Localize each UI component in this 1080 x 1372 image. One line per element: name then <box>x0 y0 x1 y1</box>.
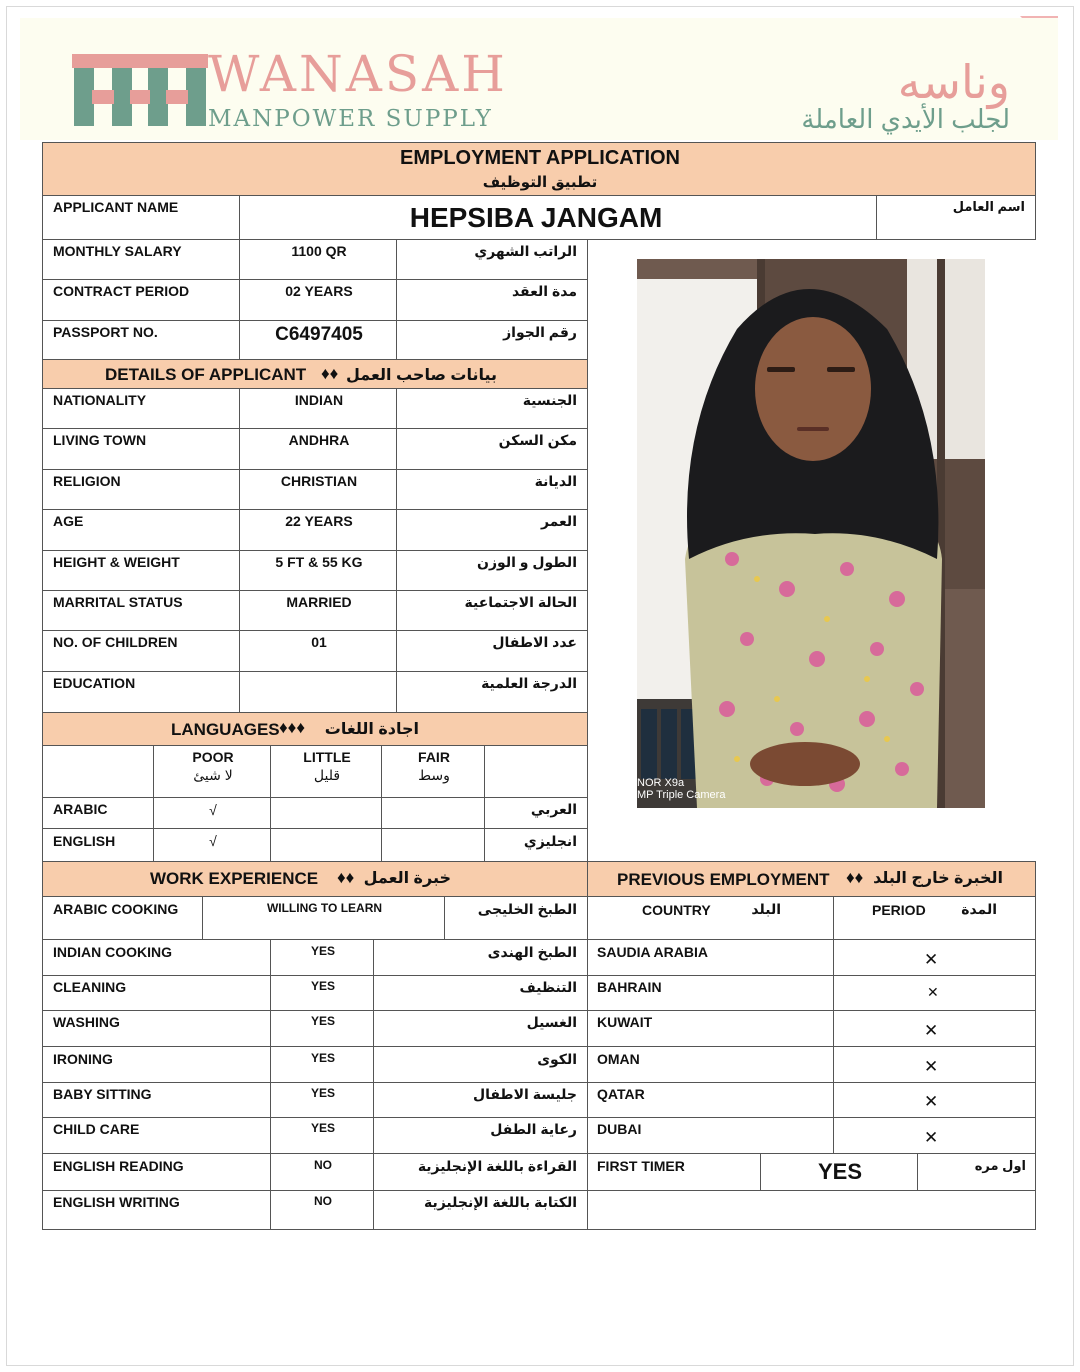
period-saudi: ✕ <box>924 950 939 969</box>
applicant-name-value: HEPSIBA JANGAM <box>409 202 663 233</box>
contract-label-cell <box>42 279 240 321</box>
work-header <box>42 861 588 897</box>
applicant-name-value-cell <box>239 195 877 240</box>
age-label-arabic: العمر <box>540 513 577 529</box>
passport-value-cell <box>239 320 397 360</box>
lang-level-poor: POOR <box>192 749 234 765</box>
applicant-photo <box>637 259 985 808</box>
nationality-value: INDIAN <box>294 392 344 408</box>
salary-label-arabic: الراتب الشهري <box>474 243 577 259</box>
lang-english-label: ENGLISH <box>53 833 116 849</box>
children-value: 01 <box>311 634 327 650</box>
lang-level-empty <box>42 745 154 798</box>
lang-arabic-fair-cell <box>381 797 485 829</box>
brand-tagline: MANPOWER SUPPLY <box>208 106 493 132</box>
child-care-label: CHILD CARE <box>53 1121 140 1137</box>
arabic-cooking-label-arabic: الطبخ الخليجى <box>477 901 577 917</box>
details-title-arabic: بيانات صاحب العمل <box>346 367 497 384</box>
brand-tagline-arabic: لجلب الأيدي العاملة <box>801 104 1010 134</box>
period-header-cell <box>833 896 1036 940</box>
country-header: COUNTRY <box>642 902 711 918</box>
form-title: EMPLOYMENT APPLICATION <box>400 147 680 169</box>
period-qatar: ✕ <box>924 1092 939 1111</box>
lang-english-poor: √ <box>209 833 217 849</box>
salary-arabic-cell <box>396 239 588 280</box>
lang-level-fair-arabic: وسط <box>418 767 450 783</box>
previous-header <box>587 861 1036 897</box>
contract-value: 02 YEARS <box>285 283 353 299</box>
country-bahrain: BAHRAIN <box>597 979 662 995</box>
height-weight-label: HEIGHT & WEIGHT <box>53 554 180 570</box>
applicant-name-label: APPLICANT NAME <box>53 199 179 215</box>
lang-arabic-label-arabic: العربي <box>530 801 577 817</box>
indian-cooking-label: INDIAN COOKING <box>53 944 172 960</box>
lang-level-poor-arabic: لا شيئ <box>193 767 233 783</box>
education-label-arabic: الدرجة العلمية <box>481 675 577 691</box>
arabic-cooking-ar-cell <box>444 896 588 940</box>
country-header-arabic: البلد <box>751 901 781 917</box>
form-title-arabic: تطبيق التوظيف <box>482 174 598 191</box>
arabic-cooking-value-cell <box>202 896 445 940</box>
lang-arabic-ar-cell <box>484 797 588 829</box>
cleaning-value: YES <box>310 979 335 993</box>
lang-arabic-label: ARABIC <box>53 801 108 817</box>
applicant-name-label-arabic: اسم العامل <box>952 199 1025 214</box>
baby-sitting-label: BABY SITTING <box>53 1086 152 1102</box>
english-writing-label-arabic: الكتابة باللغة الإنجليزية <box>423 1194 577 1210</box>
english-writing-label: ENGLISH WRITING <box>53 1194 180 1210</box>
applicant-name-label-cell <box>42 195 240 240</box>
indian-cooking-label-arabic: الطبخ الهندى <box>487 944 577 960</box>
languages-header <box>42 712 588 746</box>
previous-diamonds: ♦♦ <box>846 868 864 887</box>
religion-label: RELIGION <box>53 473 121 489</box>
lang-level-blank <box>484 745 588 798</box>
baby-sitting-value: YES <box>310 1086 335 1100</box>
religion-value: CHRISTIAN <box>280 473 358 489</box>
period-kuwait: ✕ <box>924 1021 939 1040</box>
country-dubai: DUBAI <box>597 1121 642 1137</box>
ironing-label: IRONING <box>53 1051 113 1067</box>
country-header-cell <box>587 896 834 940</box>
details-diamonds: ♦♦ <box>321 364 339 383</box>
country-saudi: SAUDIA ARABIA <box>597 944 708 960</box>
lang-level-poor-cell <box>153 745 271 798</box>
details-title: DETAILS OF APPLICANT <box>105 365 307 384</box>
lang-english-label-arabic: انجليزي <box>523 833 577 849</box>
height-weight-label-arabic: الطول و الوزن <box>477 554 577 570</box>
contract-label: CONTRACT PERIOD <box>53 283 190 299</box>
languages-title: LANGUAGES <box>171 720 280 739</box>
letterhead-banner <box>20 18 1058 140</box>
marital-status-label: MARRITAL STATUS <box>53 594 183 610</box>
lang-english-fair-cell <box>381 828 485 863</box>
previous-title-arabic: الخبرة خارج البلد <box>873 870 1003 887</box>
period-header-arabic: المدة <box>961 901 997 917</box>
passport-arabic-cell <box>396 320 588 360</box>
passport-label-cell <box>42 320 240 360</box>
english-reading-label-arabic: القراءة باللغة الإنجليزية <box>417 1158 577 1174</box>
washing-label-arabic: الغسيل <box>526 1014 577 1030</box>
marital-status-label-arabic: الحالة الاجتماعية <box>464 594 577 610</box>
marital-status-value: MARRIED <box>286 594 352 610</box>
lang-level-little-cell <box>270 745 382 798</box>
english-reading-label: ENGLISH READING <box>53 1158 184 1174</box>
children-label: NO. OF CHILDREN <box>53 634 178 650</box>
camera-model-text: NOR X9a <box>637 777 685 789</box>
salary-label: MONTHLY SALARY <box>53 243 182 259</box>
lang-english-little-cell <box>270 828 382 863</box>
salary-value: 1100 QR <box>291 243 347 259</box>
passport-label: PASSPORT NO. <box>53 324 158 340</box>
baby-sitting-label-arabic: جليسة الاطفال <box>472 1086 577 1102</box>
lang-arabic-poor: √ <box>209 802 217 818</box>
camera-lens-text: MP Triple Camera <box>637 789 726 801</box>
first-timer-label-arabic: اول مره <box>974 1158 1026 1173</box>
indian-cooking-value: YES <box>310 944 335 958</box>
brand-name: WANASAH <box>208 45 508 103</box>
lang-english-ar-cell <box>484 828 588 863</box>
country-oman: OMAN <box>597 1051 640 1067</box>
brand-name-arabic: وناسه <box>897 56 1010 108</box>
nationality-label-arabic: الجنسية <box>522 392 577 408</box>
previous-title: PREVIOUS EMPLOYMENT <box>617 870 830 889</box>
lang-level-little-arabic: قليل <box>313 767 341 783</box>
period-dubai: ✕ <box>924 1128 939 1147</box>
previous-blank-row <box>587 1190 1036 1230</box>
work-title: WORK EXPERIENCE <box>150 869 319 888</box>
contract-arabic-cell <box>396 279 588 321</box>
first-timer-value: YES <box>817 1159 863 1184</box>
height-weight-value: 5 FT & 55 KG <box>275 554 363 570</box>
lang-english-poor-cell <box>153 828 271 863</box>
contract-label-arabic: مدة العقد <box>511 283 577 299</box>
english-reading-value: NO <box>314 1158 332 1172</box>
living-town-value: ANDHRA <box>288 432 350 448</box>
lang-english-label-cell <box>42 828 154 863</box>
passport-value: C6497405 <box>275 324 363 345</box>
arabic-cooking-label: ARABIC COOKING <box>53 901 179 917</box>
period-header: PERIOD <box>872 902 926 918</box>
ironing-label-arabic: الكوى <box>537 1051 577 1067</box>
lang-level-fair-cell <box>381 745 485 798</box>
lang-arabic-poor-cell <box>153 797 271 829</box>
country-qatar: QATAR <box>597 1086 645 1102</box>
lang-arabic-little-cell <box>270 797 382 829</box>
passport-label-arabic: رقم الجواز <box>503 324 577 340</box>
living-town-label-arabic: مكن السكن <box>498 432 577 448</box>
english-writing-value: NO <box>314 1194 332 1208</box>
period-bahrain: ✕ <box>927 984 939 1000</box>
age-label: AGE <box>53 513 84 529</box>
wanasah-logo-icon <box>72 50 208 128</box>
lang-arabic-label-cell <box>42 797 154 829</box>
children-label-arabic: عدد الاطفال <box>492 634 577 650</box>
salary-label-cell <box>42 239 240 280</box>
washing-label: WASHING <box>53 1014 120 1030</box>
ironing-value: YES <box>310 1051 335 1065</box>
salary-value-cell <box>239 239 397 280</box>
religion-label-arabic: الديانة <box>534 473 577 489</box>
details-header <box>42 359 588 389</box>
lang-level-fair: FAIR <box>418 749 450 765</box>
age-value: 22 YEARS <box>285 513 353 529</box>
first-timer-label: FIRST TIMER <box>597 1158 685 1174</box>
arabic-cooking-value: WILLING TO LEARN <box>266 901 383 915</box>
applicant-photo-image <box>637 259 985 808</box>
cleaning-label: CLEANING <box>53 979 127 995</box>
work-diamonds: ♦♦ <box>337 868 355 887</box>
contract-value-cell <box>239 279 397 321</box>
work-title-arabic: خبرة العمل <box>363 870 451 887</box>
education-label: EDUCATION <box>53 675 136 691</box>
form-title-row <box>42 142 1036 196</box>
child-care-label-arabic: رعاية الطفل <box>490 1121 577 1137</box>
period-oman: ✕ <box>924 1057 939 1076</box>
languages-title-arabic: اجادة اللغات <box>324 721 419 738</box>
languages-diamonds: ♦♦♦ <box>279 718 306 737</box>
child-care-value: YES <box>310 1121 335 1135</box>
country-kuwait: KUWAIT <box>597 1014 653 1030</box>
camera-watermark <box>637 777 725 801</box>
washing-value: YES <box>310 1014 335 1028</box>
applicant-name-arabic-cell <box>876 195 1036 240</box>
lang-level-little: LITTLE <box>303 749 351 765</box>
living-town-label: LIVING TOWN <box>53 432 147 448</box>
cleaning-label-arabic: التنظيف <box>519 979 577 995</box>
nationality-label: NATIONALITY <box>53 392 147 408</box>
arabic-cooking-label-cell <box>42 896 203 940</box>
